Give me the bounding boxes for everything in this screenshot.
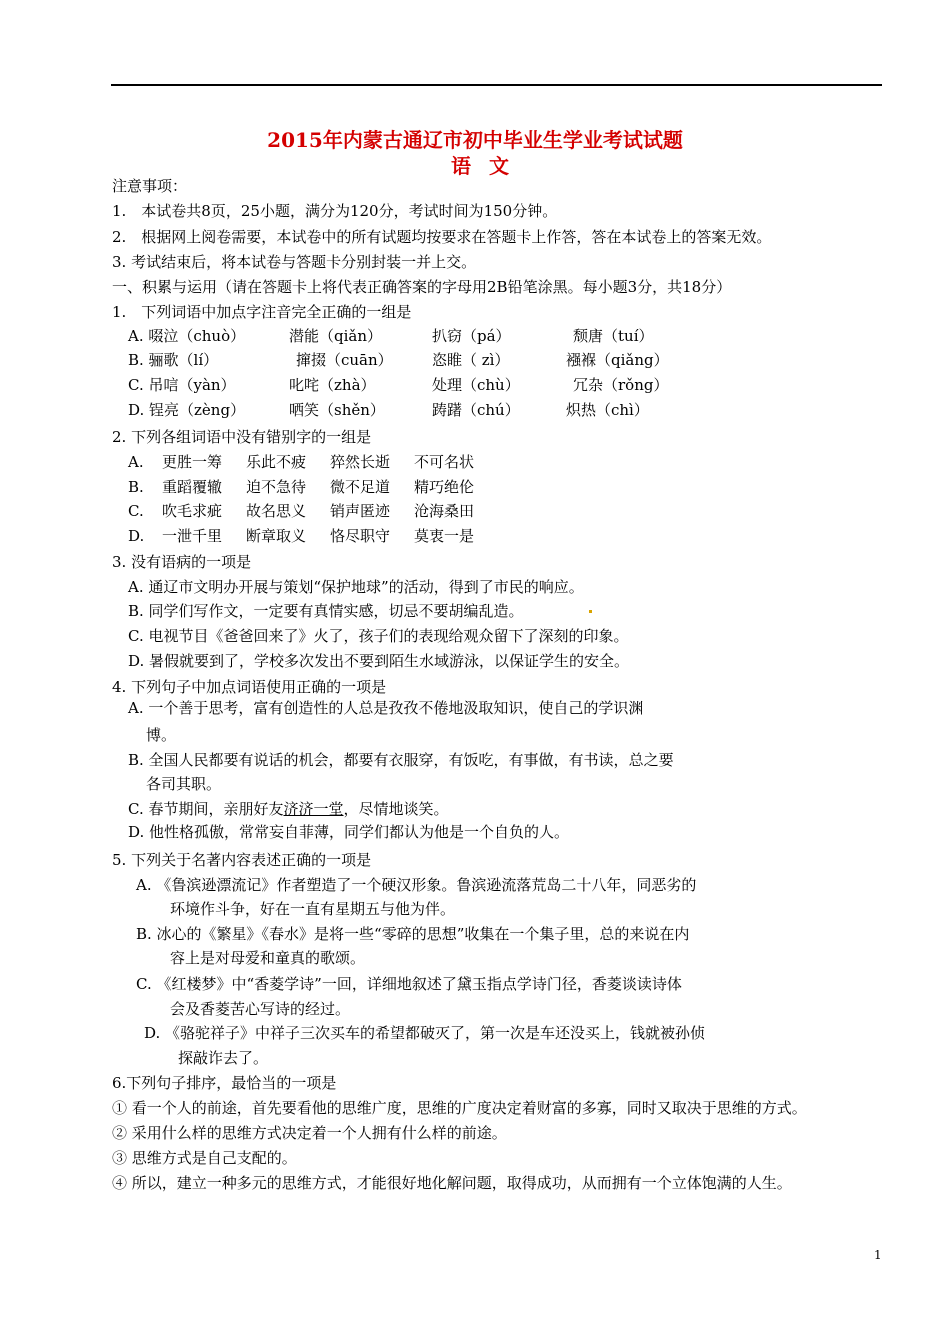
q6-sentence-3: ③ 思维方式是自己支配的。 [112,1149,297,1167]
q2-word: 乐此不疲 [246,453,307,471]
q5-option-d-cont: 探敲诈去了。 [178,1049,269,1067]
q2-word: 一泄千里 [162,527,223,545]
section-1-heading: 一、积累与运用（请在答题卡上将代表正确答案的字母用2B铅笔涂黑。每小题3分，共18分） [112,278,732,296]
q1-option: 哂笑（shěn） [289,401,385,419]
q1-option: 冗杂（rǒng） [573,376,669,394]
q3-stem: 3. 没有语病的一项是 [112,553,252,571]
q3-option-c: C. 电视节目《爸爸回来了》火了，孩子们的表现给观众留下了深刻的印象。 [128,627,629,645]
q1-stem: 1. 下列词语中加点字注音完全正确的一组是 [112,303,412,321]
q1-option: D. 锃亮（zèng） [128,401,246,419]
q2-stem: 2. 下列各组词语中没有错别字的一组是 [112,428,372,446]
q1-option: 炽热（chì） [566,401,649,419]
q4-option-c-pre: C. 春节期间，亲朋好友 [128,800,284,818]
q5-option-d: D. 《骆驼祥子》中祥子三次买车的希望都破灭了，第一次是车还没买上，钱就被孙侦 [144,1024,706,1042]
q3-option-b: B. 同学们写作文，一定要有真情实感，切忌不要胡编乱造。 [128,602,524,620]
q5-option-a: A. 《鲁滨逊漂流记》作者塑造了一个硬汉形象。鲁滨逊流落荒岛二十八年，同恶劣的 [136,876,697,894]
q5-stem: 5. 下列关于名著内容表述正确的一项是 [112,851,372,869]
q1-option: 处理（chù） [432,376,520,394]
q4-stem: 4. 下列句子中加点词语使用正确的一项是 [112,678,387,696]
q2-word: 重蹈覆辙 [162,478,223,496]
exam-subject: 语文 [451,154,527,178]
q2-word: 故名思义 [246,502,307,520]
header-rule [111,84,882,86]
q1-option: B. 骊歌（lí） [128,351,219,369]
q2-word: 销声匿迹 [330,502,391,520]
q6-sentence-4: ④ 所以，建立一种多元的思维方式，才能很好地化解问题，取得成功，从而拥有一个立体饱满的人生。 [112,1174,792,1192]
page-number: 1 [874,1248,882,1262]
q1-option: 恣睢（ zì） [432,351,510,369]
q1-option: C. 吊唁（yàn） [128,376,236,394]
note-2: 2. 根据网上阅卷需要，本试卷中的所有试题均按要求在答题卡上作答，答在本试卷上的答案无效。 [112,228,772,246]
q5-option-b-cont: 容上是对母爱和童真的歌颂。 [170,949,366,967]
q2-word: 迫不急待 [246,478,307,496]
stray-dot [589,610,592,613]
note-1: 1. 本试卷共8页，25小题，满分为120分，考试时间为150分钟。 [112,202,558,220]
q2-word: 猝然长逝 [330,453,391,471]
q3-option-a: A. 通辽市文明办开展与策划“保护地球”的活动，得到了市民的响应。 [128,578,584,596]
q4-option-d: D. 他性格孤傲，常常妄自菲薄，同学们都认为他是一个自负的人。 [128,823,570,841]
q6-sentence-2: ② 采用什么样的思维方式决定着一个人拥有什么样的前途。 [112,1124,507,1142]
q2-word: 不可名状 [414,453,475,471]
q1-option: 撺掇（cuān） [296,351,393,369]
q5-option-b: B. 冰心的《繁星》《春水》是将一些“零碎的思想”收集在一个集子里，总的来说在内 [136,925,690,943]
q5-option-a-cont: 环境作斗争，好在一直有星期五与他为伴。 [170,900,456,918]
q4-option-a: A. 一个善于思考，富有创造性的人总是孜孜不倦地汲取知识，使自己的学识渊 [128,699,644,717]
q2-option-letter: D. [128,527,145,545]
q6-stem: 6.下列句子排序，最恰当的一项是 [112,1074,337,1092]
q2-word: 断章取义 [246,527,307,545]
q2-option-letter: C. [128,502,144,520]
q6-sentence-1: ① 看一个人的前途，首先要看他的思维广度，思维的广度决定着财富的多寡，同时又取决于思维的方式。 [112,1099,807,1117]
q2-word: 恪尽职守 [330,527,391,545]
q1-option: 踌躇（chú） [432,401,520,419]
q2-word: 微不足道 [330,478,391,496]
note-3: 3. 考试结束后，将本试卷与答题卡分别封装一并上交。 [112,253,477,271]
q4-option-a-cont: 博。 [146,726,177,744]
q1-option: 扒窃（pá） [432,327,511,345]
q4-option-c-post: ，尽情地谈笑。 [343,800,449,818]
q1-option: 襁褓（qiǎng） [566,351,669,369]
q1-option: A. 啜泣（chuò） [128,327,246,345]
notes-heading: 注意事项： [112,177,188,195]
q4-option-b: B. 全国人民都要有说话的机会，都要有衣服穿，有饭吃，有事做，有书读，总之要 [128,751,674,769]
q2-option-letter: A. [128,453,144,471]
q2-word: 更胜一筹 [162,453,223,471]
q1-option: 潜能（qiǎn） [289,327,383,345]
exam-title: 2015年内蒙古通辽市初中毕业生学业考试试题 [267,128,683,152]
q1-option: 颓唐（tuí） [573,327,654,345]
q5-option-c: C. 《红楼梦》中“香菱学诗”一回，详细地叙述了黛玉指点学诗门径，香菱谈读诗体 [136,975,682,993]
q4-option-c-term: 济济一堂 [283,800,344,818]
q1-option: 叱咤（zhà） [289,376,376,394]
q2-word: 吹毛求疵 [162,502,223,520]
q3-option-d: D. 暑假就要到了，学校多次发出不要到陌生水域游泳，以保证学生的安全。 [128,652,630,670]
q4-option-c [128,799,449,819]
q2-word: 精巧绝伦 [414,478,475,496]
q2-option-letter: B. [128,478,144,496]
q4-option-b-cont: 各司其职。 [146,775,222,793]
q5-option-c-cont: 会及香菱苦心写诗的经过。 [170,1000,351,1018]
q2-word: 沧海桑田 [414,502,475,520]
q2-word: 莫衷一是 [414,527,475,545]
